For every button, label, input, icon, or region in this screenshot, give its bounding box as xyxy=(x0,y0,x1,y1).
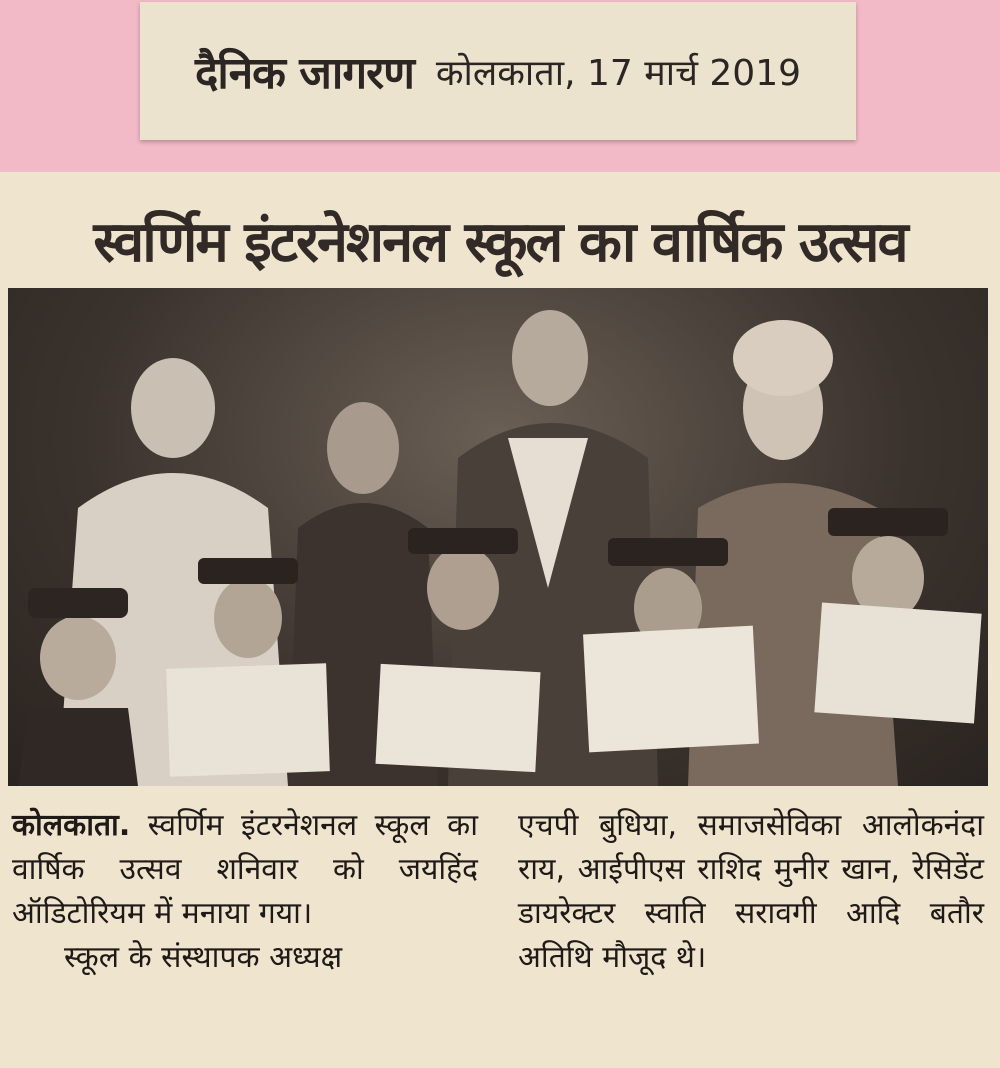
article-headline: स्वर्णिम इंटरनेशनल स्कूल का वार्षिक उत्सव xyxy=(93,210,907,275)
article-column-right xyxy=(518,804,984,980)
article-dateline: कोलकाता. xyxy=(12,808,131,843)
article-column-left xyxy=(12,804,478,980)
group-photo xyxy=(8,288,988,786)
masthead-dateline: कोलकाता, 17 मार्च 2019 xyxy=(435,52,802,94)
photo-figures-icon xyxy=(8,288,988,786)
masthead xyxy=(140,2,856,140)
article-paragraph-2: स्कूल के संस्थापक अध्यक्ष xyxy=(64,940,343,975)
article-paragraph-1: स्वर्णिम इंटरनेशनल स्कूल का वार्षिक उत्सव शनिवार को जयहिंद ऑडिटोरियम में मनाया गया। xyxy=(12,808,478,931)
newspaper-clipping xyxy=(0,172,1000,1068)
newspaper-name: दैनिक जागरण xyxy=(194,48,414,99)
article-paragraph-3: एचपी बुधिया, समाजसेविका आलोकनंदा राय, आईपीएस राशिद मुनीर खान, रेसिडेंट डायरेक्टर स्वाति सरावगी आदि बतौर अतिथि मौजूद थे। xyxy=(518,808,984,975)
